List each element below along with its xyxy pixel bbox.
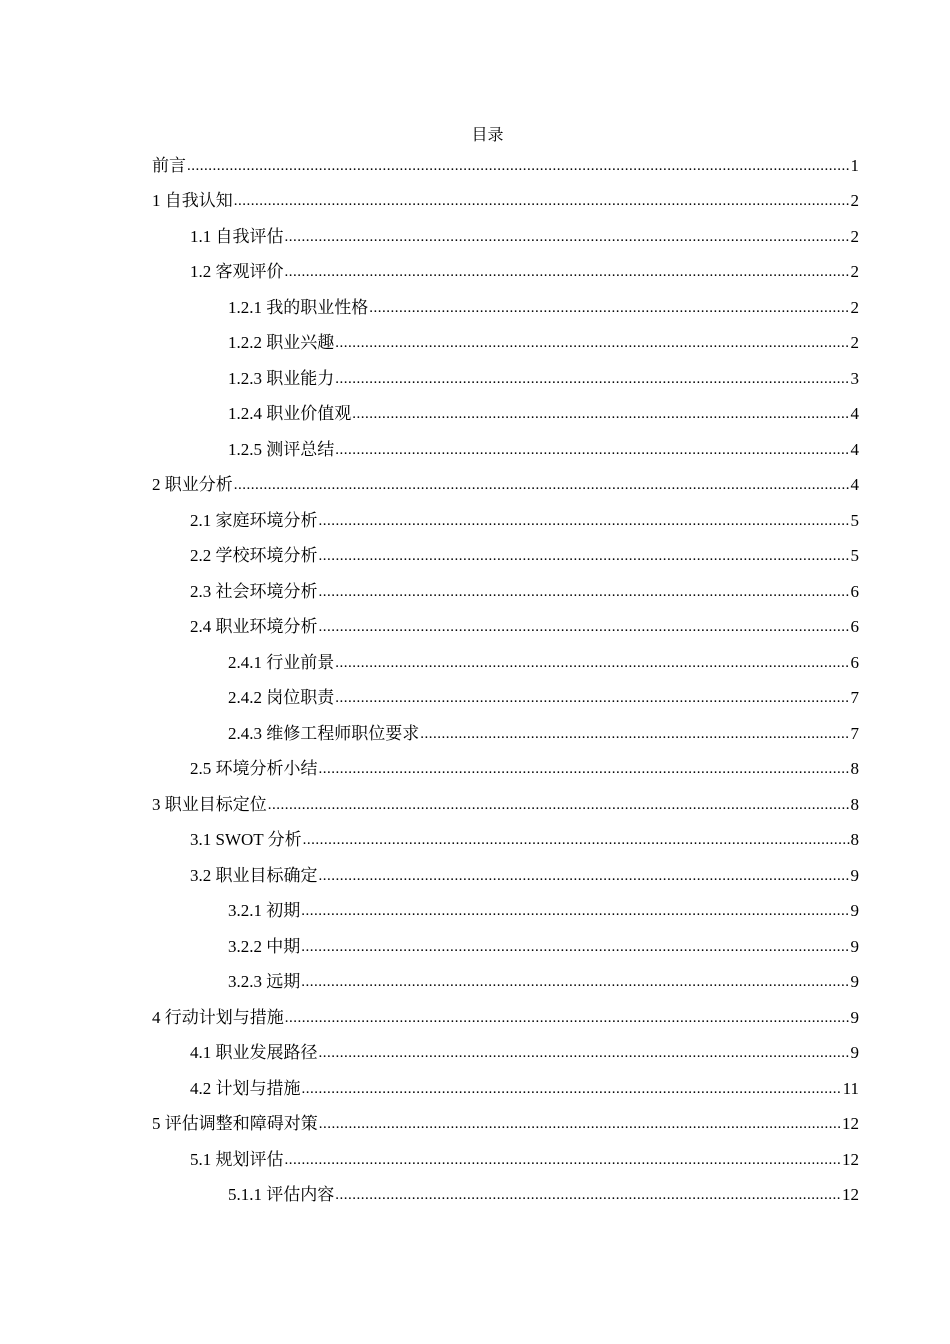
toc-entry-label: 2.1 家庭环境分析 (190, 510, 318, 530)
toc-entry-label: 1.2.2 职业兴趣 (228, 333, 335, 352)
toc-entry[interactable] (152, 1105, 859, 1141)
toc-entry-label: 前言 (152, 155, 186, 175)
toc-page-number: 3 (850, 368, 859, 388)
toc-page-number: 2 (850, 297, 859, 317)
toc-entry-label: 1.2.5 测评总结 (228, 439, 335, 459)
toc-dot-leader (285, 1150, 842, 1170)
toc-entry[interactable] (228, 679, 859, 715)
toc-entry[interactable] (228, 927, 859, 963)
toc-entry-label: 3.2.1 初期 (228, 901, 301, 920)
toc-dot-leader (319, 546, 850, 566)
toc-page-number: 5 (850, 546, 859, 565)
toc-entry[interactable] (228, 430, 859, 466)
toc-page-number: 4 (850, 475, 859, 494)
toc-page-number: 2 (850, 226, 859, 246)
toc-entry-label: 5 评估调整和障碍对策 (152, 1114, 318, 1133)
toc-entry-label: 3 职业目标定位 (152, 794, 267, 814)
toc-dot-leader (335, 653, 849, 673)
toc-dot-leader (187, 156, 850, 176)
toc-dot-leader (335, 333, 849, 353)
toc-page-number: 2 (850, 333, 859, 352)
toc-dot-leader (234, 475, 850, 495)
toc-entry-label: 2.4.2 岗位职责 (228, 688, 335, 707)
toc-entry[interactable] (228, 288, 859, 324)
toc-dot-leader (319, 511, 850, 531)
toc-dot-leader (303, 830, 850, 850)
toc-page-number: 7 (850, 688, 859, 707)
toc-page-number: 8 (850, 830, 859, 849)
toc-entry[interactable] (228, 892, 859, 928)
toc-entry[interactable] (228, 359, 859, 395)
toc-entry-label: 4.1 职业发展路径 (190, 1043, 318, 1062)
toc-dot-leader (285, 1008, 850, 1028)
toc-entry-label: 1.2.1 我的职业性格 (228, 297, 369, 317)
toc-entry-label: 1 自我认知 (152, 191, 233, 210)
toc-entry[interactable] (190, 572, 859, 608)
toc-dot-leader (319, 617, 850, 637)
toc-entry[interactable] (228, 395, 859, 431)
toc-entry[interactable] (190, 1034, 859, 1070)
toc-entry-label: 2.2 学校环境分析 (190, 546, 318, 565)
toc-dot-leader (335, 1185, 841, 1205)
toc-entry[interactable] (190, 217, 859, 253)
toc-entry[interactable] (152, 182, 859, 218)
toc-page-number: 9 (850, 1043, 859, 1062)
toc-dot-leader (285, 227, 850, 247)
toc-entry-label: 1.2.3 职业能力 (228, 368, 335, 388)
toc-dot-leader (420, 724, 849, 744)
toc-entry[interactable] (152, 998, 859, 1034)
toc-page-number: 9 (850, 1007, 859, 1027)
toc-page-number: 9 (850, 901, 859, 920)
toc-entry[interactable] (152, 146, 859, 182)
toc-page-number: 8 (850, 759, 859, 778)
toc-list (0, 146, 950, 1211)
toc-entry[interactable] (190, 1069, 859, 1105)
toc-entry-label: 5.1 规划评估 (190, 1149, 284, 1169)
toc-dot-leader (369, 298, 849, 318)
toc-entry[interactable] (190, 537, 859, 573)
toc-entry-label: 3.1 SWOT 分析 (190, 830, 302, 849)
toc-entry[interactable] (190, 821, 859, 857)
toc-entry[interactable] (190, 253, 859, 289)
toc-dot-leader (319, 759, 850, 779)
toc-entry-label: 4.2 计划与措施 (190, 1078, 301, 1098)
toc-entry-label: 2.4.3 维修工程师职位要求 (228, 723, 420, 743)
toc-dot-leader (319, 866, 850, 886)
toc-entry[interactable] (228, 643, 859, 679)
toc-entry-label: 2 职业分析 (152, 475, 233, 494)
toc-page-number: 6 (850, 652, 859, 672)
toc-page-number: 12 (842, 1149, 859, 1169)
toc-page-number: 9 (850, 865, 859, 885)
toc-dot-leader (301, 972, 849, 992)
toc-dot-leader (319, 1114, 841, 1134)
toc-entry-label: 2.4 职业环境分析 (190, 617, 318, 636)
toc-page-number: 4 (850, 439, 859, 459)
toc-dot-leader (335, 688, 849, 708)
toc-page-number: 6 (850, 581, 859, 601)
toc-entry-label: 1.2.4 职业价值观 (228, 404, 352, 423)
toc-page-number: 1 (850, 155, 859, 175)
toc-page-number: 7 (850, 723, 859, 743)
toc-entry[interactable] (228, 714, 859, 750)
toc-page-number: 2 (850, 262, 859, 281)
toc-page-number: 9 (850, 936, 859, 956)
toc-entry-label: 4 行动计划与措施 (152, 1007, 284, 1027)
toc-entry-label: 1.1 自我评估 (190, 226, 284, 246)
toc-dot-leader (234, 191, 850, 211)
toc-page-number: 5 (850, 510, 859, 530)
toc-page-number: 6 (850, 617, 859, 636)
toc-entry-label: 3.2 职业目标确定 (190, 865, 318, 885)
toc-page-number: 2 (850, 191, 859, 210)
toc-page-number: 4 (850, 404, 859, 423)
toc-page-number: 11 (842, 1078, 859, 1098)
toc-entry[interactable] (190, 1140, 859, 1176)
toc-entry[interactable] (190, 750, 859, 786)
toc-dot-leader (285, 262, 850, 282)
toc-dot-leader (301, 937, 849, 957)
toc-page-number: 9 (850, 972, 859, 991)
toc-entry[interactable] (152, 785, 859, 821)
toc-entry[interactable] (228, 324, 859, 360)
toc-dot-leader (352, 404, 849, 424)
toc-entry[interactable] (190, 608, 859, 644)
toc-entry[interactable] (152, 466, 859, 502)
toc-page-number: 8 (850, 794, 859, 814)
toc-dot-leader (319, 582, 850, 602)
toc-dot-leader (335, 440, 849, 460)
toc-page-number: 12 (842, 1114, 859, 1133)
toc-entry[interactable] (228, 963, 859, 999)
toc-entry[interactable] (190, 856, 859, 892)
toc-entry-label: 1.2 客观评价 (190, 262, 284, 281)
toc-dot-leader (268, 795, 850, 815)
toc-dot-leader (319, 1043, 850, 1063)
toc-dot-leader (301, 901, 849, 921)
toc-entry-label: 2.3 社会环境分析 (190, 581, 318, 601)
toc-dot-leader (335, 369, 849, 389)
toc-entry-label: 5.1.1 评估内容 (228, 1185, 335, 1204)
toc-title: 目录 (471, 127, 504, 144)
toc-entry-label: 2.4.1 行业前景 (228, 652, 335, 672)
toc-dot-leader (302, 1079, 842, 1099)
toc-entry[interactable] (190, 501, 859, 537)
toc-entry-label: 3.2.2 中期 (228, 936, 301, 956)
toc-entry-label: 2.5 环境分析小结 (190, 759, 318, 778)
toc-page-number: 12 (842, 1185, 859, 1204)
toc-entry-label: 3.2.3 远期 (228, 972, 301, 991)
toc-entry[interactable] (228, 1176, 859, 1212)
